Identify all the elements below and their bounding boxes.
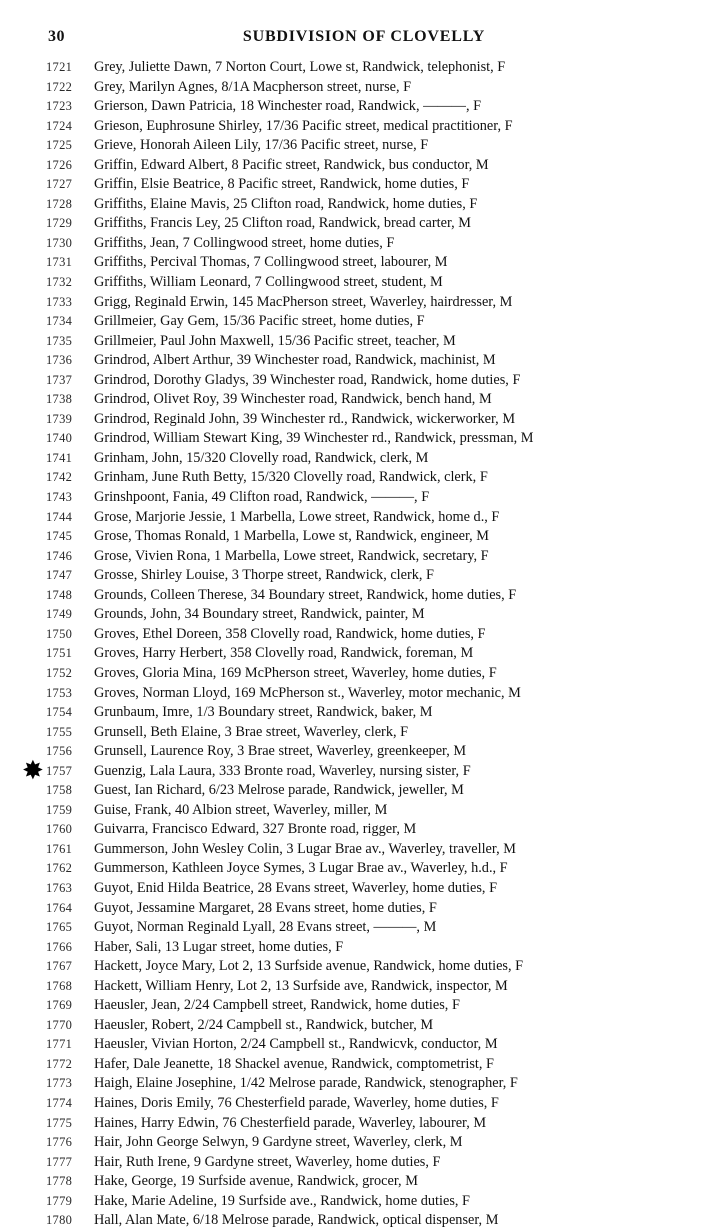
entry-number: 1762	[46, 861, 73, 876]
entry-text: Grosse, Shirley Louise, 3 Thorpe street, Randwick, clerk, F	[94, 567, 435, 584]
entry-number: 1778	[46, 1174, 73, 1189]
entry-text: Grounds, John, 34 Boundary street, Randwick, painter, M	[94, 606, 425, 623]
entry-number: 1755	[46, 724, 73, 739]
entry-text: Griffin, Edward Albert, 8 Pacific street, Randwick, bus conductor, M	[94, 156, 489, 173]
entry-text: Grillmeier, Paul John Maxwell, 15/36 Pacific street, teacher, M	[94, 332, 456, 349]
entry-text: Guyot, Jessamine Margaret, 28 Evans street, home duties, F	[94, 899, 437, 916]
entry-number: 1772	[46, 1056, 73, 1071]
entry-number: 1731	[46, 255, 73, 270]
elector-entry	[46, 918, 726, 938]
entry-number: 1732	[46, 275, 73, 290]
entry-number: 1760	[46, 822, 73, 837]
entry-text: Haeusler, Robert, 2/24 Campbell st., Randwick, butcher, M	[94, 1016, 434, 1033]
entry-text: Hake, Marie Adeline, 19 Surfside ave., Randwick, home duties, F	[94, 1192, 471, 1209]
entry-text: Grindrod, Reginald John, 39 Winchester rd., Randwick, wickerworker, M	[94, 410, 516, 427]
entry-text: Grose, Vivien Rona, 1 Marbella, Lowe street, Randwick, secretary, F	[94, 547, 489, 564]
entry-number: 1776	[46, 1135, 73, 1150]
elector-entry	[46, 449, 726, 469]
entry-text: Guise, Frank, 40 Albion street, Waverley, miller, M	[94, 801, 388, 818]
entry-text: Haines, Harry Edwin, 76 Chesterfield parade, Waverley, labourer, M	[94, 1114, 487, 1131]
entry-text: Hackett, William Henry, Lot 2, 13 Surfside ave, Randwick, inspector, M	[94, 977, 508, 994]
elector-entry	[46, 429, 726, 449]
elector-entry	[46, 938, 726, 958]
entry-number: 1763	[46, 880, 73, 895]
elector-entry	[46, 781, 726, 801]
entry-number: 1750	[46, 626, 73, 641]
page-title: SUBDIVISION OF CLOVELLY	[242, 28, 486, 45]
entry-text: Grindrod, William Stewart King, 39 Winchester rd., Randwick, pressman, M	[94, 430, 534, 447]
entry-text: Grindrod, Dorothy Gladys, 39 Winchester road, Randwick, home duties, F	[94, 371, 521, 388]
elector-entry	[46, 644, 726, 664]
entry-text: Grey, Juliette Dawn, 7 Norton Court, Lowe st, Randwick, telephonist, F	[94, 59, 506, 75]
elector-entry	[46, 566, 726, 586]
elector-entry	[46, 410, 726, 430]
entry-number: 1773	[46, 1076, 73, 1091]
elector-entry	[46, 840, 726, 860]
entry-text: Grinham, June Ruth Betty, 15/320 Clovelly road, Randwick, clerk, F	[94, 469, 488, 486]
entry-text: Groves, Harry Herbert, 358 Clovelly road, Randwick, foreman, M	[94, 645, 474, 662]
entry-text: Hair, John George Selwyn, 9 Gardyne street, Waverley, clerk, M	[94, 1134, 463, 1151]
elector-entry	[46, 468, 726, 488]
entry-number: 1751	[46, 646, 73, 661]
elector-entry	[46, 742, 726, 762]
elector-entry	[46, 195, 726, 215]
entry-text: Gummerson, Kathleen Joyce Symes, 3 Lugar Brae av., Waverley, h.d., F	[94, 860, 508, 877]
elector-entry	[22, 755, 726, 785]
asterisk-marker-icon: ✸	[22, 755, 44, 785]
elector-entry	[46, 703, 726, 723]
entry-number: 1749	[46, 607, 73, 622]
entry-number: 1780	[46, 1213, 73, 1228]
elector-entry	[46, 390, 726, 410]
elector-entry	[46, 97, 726, 117]
entry-number: 1745	[46, 529, 73, 544]
entry-number: 1725	[46, 138, 73, 153]
entry-text: Grunsell, Laurence Roy, 3 Brae street, Waverley, greenkeeper, M	[94, 743, 467, 760]
entry-number: 1729	[46, 216, 73, 231]
entry-number: 1756	[46, 744, 73, 759]
entry-number: 1775	[46, 1115, 73, 1130]
elector-entry	[46, 332, 726, 352]
entry-number: 1740	[46, 431, 73, 446]
entry-text: Grindrod, Olivet Roy, 39 Winchester road, Randwick, bench hand, M	[94, 391, 492, 408]
entry-number: 1722	[46, 79, 73, 94]
elector-entry	[46, 996, 726, 1016]
elector-entry	[46, 664, 726, 684]
elector-entry	[46, 957, 726, 977]
entry-text: Grinham, John, 15/320 Clovelly road, Randwick, clerk, M	[94, 449, 429, 466]
entry-text: Griffiths, Francis Ley, 25 Clifton road, Randwick, bread carter, M	[94, 215, 472, 232]
entry-number: 1737	[46, 372, 73, 387]
entry-number: 1774	[46, 1095, 73, 1110]
entry-number: 1748	[46, 587, 73, 602]
entry-text: Grunsell, Beth Elaine, 3 Brae street, Waverley, clerk, F	[94, 723, 409, 740]
elector-entry	[46, 1074, 726, 1094]
entry-number: 1724	[46, 118, 73, 133]
entry-number: 1757	[46, 763, 73, 778]
elector-entry	[46, 273, 726, 293]
elector-entry	[46, 78, 726, 98]
entry-text: Hafer, Dale Jeanette, 18 Shackel avenue, Randwick, comptometrist, F	[94, 1055, 495, 1072]
entry-text: Grunbaum, Imre, 1/3 Boundary street, Randwick, baker, M	[94, 704, 433, 721]
entry-number: 1754	[46, 705, 73, 720]
entry-text: Grose, Marjorie Jessie, 1 Marbella, Lowe street, Randwick, home d., F	[94, 508, 500, 525]
entry-number: 1747	[46, 568, 73, 583]
elector-entry	[46, 586, 726, 606]
entry-text: Guyot, Norman Reginald Lyall, 28 Evans street, ———, M	[94, 919, 437, 936]
page-number: 30	[48, 28, 65, 45]
elector-entry	[46, 1172, 726, 1192]
elector-entry	[46, 527, 726, 547]
page-header	[0, 26, 728, 54]
elector-entry	[46, 1192, 726, 1212]
entry-text: Hair, Ruth Irene, 9 Gardyne street, Waverley, home duties, F	[94, 1153, 441, 1170]
entry-number: 1736	[46, 353, 73, 368]
elector-entry	[46, 234, 726, 254]
entry-text: Haines, Doris Emily, 76 Chesterfield parade, Waverley, home duties, F	[94, 1094, 499, 1111]
elector-entry	[46, 253, 726, 273]
entry-number: 1728	[46, 196, 73, 211]
entry-number: 1771	[46, 1037, 73, 1052]
entry-text: Grinshpoont, Fania, 49 Clifton road, Randwick, ———, F	[94, 489, 430, 506]
elector-entry	[46, 293, 726, 313]
entry-number: 1767	[46, 959, 73, 974]
roll-entries	[22, 58, 726, 1231]
entry-text: Guyot, Enid Hilda Beatrice, 28 Evans street, Waverley, home duties, F	[94, 879, 498, 896]
entry-text: Guenzig, Lala Laura, 333 Bronte road, Waverley, nursing sister, F	[94, 762, 471, 779]
entry-number: 1768	[46, 978, 73, 993]
entry-text: Griffiths, Percival Thomas, 7 Collingwood street, labourer, M	[94, 254, 448, 271]
entry-text: Guest, Ian Richard, 6/23 Melrose parade, Randwick, jeweller, M	[94, 782, 464, 799]
entry-number: 1765	[46, 920, 73, 935]
entry-number: 1744	[46, 509, 73, 524]
elector-entry	[46, 1153, 726, 1173]
entry-text: Grieve, Honorah Aileen Lily, 17/36 Pacific street, nurse, F	[94, 137, 429, 154]
entry-number: 1779	[46, 1193, 73, 1208]
entry-number: 1739	[46, 411, 73, 426]
entry-number: 1758	[46, 783, 73, 798]
entry-text: Grillmeier, Gay Gem, 15/36 Pacific street, home duties, F	[94, 313, 425, 330]
elector-entry	[46, 1055, 726, 1075]
elector-entry	[46, 899, 726, 919]
elector-entry	[46, 801, 726, 821]
entry-number: 1734	[46, 314, 73, 329]
elector-entry	[46, 977, 726, 997]
elector-entry	[46, 1133, 726, 1153]
entry-text: Griffiths, Jean, 7 Collingwood street, home duties, F	[94, 234, 395, 251]
entry-number: 1726	[46, 157, 73, 172]
entry-number: 1733	[46, 294, 73, 309]
entry-number: 1730	[46, 235, 73, 250]
elector-entry	[46, 214, 726, 234]
entry-number: 1742	[46, 470, 73, 485]
elector-entry	[46, 547, 726, 567]
elector-entry	[46, 1016, 726, 1036]
entry-number: 1735	[46, 333, 73, 348]
entry-text: Hall, Alan Mate, 6/18 Melrose parade, Randwick, optical dispenser, M	[94, 1212, 499, 1229]
entry-number: 1769	[46, 998, 73, 1013]
elector-entry	[46, 605, 726, 625]
entry-number: 1746	[46, 548, 73, 563]
entry-text: Grieson, Euphrosune Shirley, 17/36 Pacific street, medical practitioner, F	[94, 117, 513, 134]
elector-entry	[46, 117, 726, 137]
entry-text: Groves, Norman Lloyd, 169 McPherson st., Waverley, motor mechanic, M	[94, 684, 521, 701]
elector-entry	[46, 1114, 726, 1134]
entry-text: Hackett, Joyce Mary, Lot 2, 13 Surfside avenue, Randwick, home duties, F	[94, 958, 524, 975]
elector-entry	[46, 723, 726, 743]
entry-text: Grose, Thomas Ronald, 1 Marbella, Lowe st, Randwick, engineer, M	[94, 528, 490, 545]
entry-text: Grounds, Colleen Therese, 34 Boundary street, Randwick, home duties, F	[94, 586, 517, 603]
entry-text: Gummerson, John Wesley Colin, 3 Lugar Brae av., Waverley, traveller, M	[94, 840, 516, 857]
entry-text: Grigg, Reginald Erwin, 145 MacPherson street, Waverley, hairdresser, M	[94, 293, 513, 310]
entry-text: Grierson, Dawn Patricia, 18 Winchester road, Randwick, ———, F	[94, 98, 482, 115]
entry-text: Grey, Marilyn Agnes, 8/1A Macpherson street, nurse, F	[94, 78, 412, 95]
entry-text: Hake, George, 19 Surfside avenue, Randwick, grocer, M	[94, 1173, 418, 1190]
elector-entry	[46, 625, 726, 645]
entry-number: 1764	[46, 900, 73, 915]
elector-entry	[46, 859, 726, 879]
entry-text: Grindrod, Albert Arthur, 39 Winchester road, Randwick, machinist, M	[94, 352, 496, 369]
elector-entry	[46, 508, 726, 528]
entry-number: 1753	[46, 685, 73, 700]
entry-number: 1721	[46, 60, 73, 74]
elector-entry	[46, 1211, 726, 1231]
entry-number: 1743	[46, 490, 73, 505]
elector-entry	[46, 58, 726, 78]
entry-number: 1727	[46, 177, 73, 192]
entry-text: Griffiths, Elaine Mavis, 25 Clifton road, Randwick, home duties, F	[94, 195, 478, 212]
entry-text: Griffin, Elsie Beatrice, 8 Pacific street, Randwick, home duties, F	[94, 176, 470, 193]
elector-entry	[46, 371, 726, 391]
entry-text: Haigh, Elaine Josephine, 1/42 Melrose parade, Randwick, stenographer, F	[94, 1075, 518, 1092]
entry-number: 1723	[46, 99, 73, 114]
entry-number: 1759	[46, 802, 73, 817]
elector-entry	[46, 488, 726, 508]
elector-entry	[46, 351, 726, 371]
entry-number: 1738	[46, 392, 73, 407]
elector-entry	[46, 820, 726, 840]
entry-text: Haber, Sali, 13 Lugar street, home duties, F	[94, 938, 344, 955]
entry-text: Guivarra, Francisco Edward, 327 Bronte road, rigger, M	[94, 821, 417, 838]
entry-number: 1741	[46, 450, 73, 465]
entry-text: Haeusler, Vivian Horton, 2/24 Campbell st., Randwicvk, conductor, M	[94, 1036, 498, 1053]
entry-text: Groves, Gloria Mina, 169 McPherson street, Waverley, home duties, F	[94, 664, 497, 681]
elector-entry	[46, 312, 726, 332]
elector-entry	[46, 684, 726, 704]
elector-entry	[46, 1035, 726, 1055]
elector-entry	[46, 879, 726, 899]
entry-text: Groves, Ethel Doreen, 358 Clovelly road, Randwick, home duties, F	[94, 625, 486, 642]
entry-number: 1761	[46, 841, 73, 856]
entry-number: 1777	[46, 1154, 73, 1169]
entry-number: 1766	[46, 939, 73, 954]
entry-text: Griffiths, William Leonard, 7 Collingwood street, student, M	[94, 274, 443, 291]
elector-entry	[46, 175, 726, 195]
elector-entry	[46, 156, 726, 176]
elector-entry	[46, 136, 726, 156]
entry-number: 1752	[46, 665, 73, 680]
entry-text: Haeusler, Jean, 2/24 Campbell street, Randwick, home duties, F	[94, 997, 460, 1014]
entry-number: 1770	[46, 1017, 73, 1032]
elector-entry	[46, 1094, 726, 1114]
